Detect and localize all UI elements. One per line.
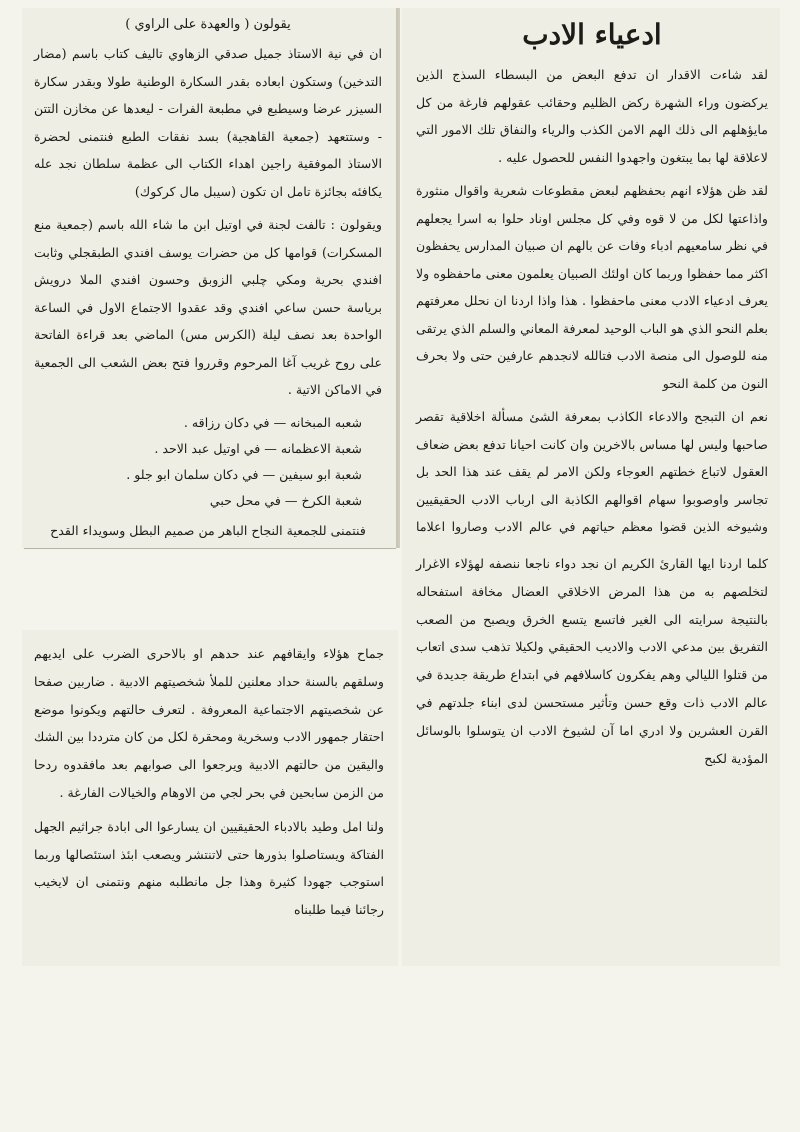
branch-item: شعبة الاعظمانه — في اوتيل عبد الاحد .: [154, 440, 362, 456]
article-clipping-lower: [402, 548, 780, 966]
article-paragraph: لقد شاءت الاقدار ان تدفع البعض من البسطاء السذج الذين يركضون وراء الشهرة ركض الظليم وحقائب عقولهم فارغة من كل مايؤهلهم الى ذلك الهم الامن الكذب والرياء والنفاق تلك الامور التي لاعلاقة لها بما يبتغون واجهدوا النفس للحصول عليه .: [416, 67, 768, 165]
news-item-zahawi: ان في نية الاستاذ جميل صدقي الزهاوي تاليف كتاب باسم (مضار التدخين) وستكون ابعاده بقدر السكارة الوطنية طولا وبقدر سكارة السيزر عرضا وسيطبع في مطبعة الفرات - ليعدها عن مخازن التتن - وستتعهد (جمعية القاهجية) بسد نفقات الطبع فنتمنى لحضرة الاستاذ الموفقية راجين اهداء الكتاب الى عظمة سلطان نجد عله يكافئه بجائزة تامل ان تكون (سيبل مال كركوك): [34, 46, 382, 199]
branch-list: [34, 410, 382, 514]
news-item-society: ويقولون : تالفت لجنة في اوتيل ابن ما شاء الله باسم (جمعية منع المسكرات) قوامها كل من حضرات يوسف افندي الطبقجلي وثابت افندي بحرية ومكي چلبي الزوبق وحسون افندي الملا درويش برياسة حسن ساعي افندي وقد عقدوا الاجتماع الاول في الساعة الواحدة بعد نصف ليلة (الكرس مس) الماضي بعد قراءة الفاتحة على روح غريب آغا المرحوم وقرروا فتح بعض الشعب الى الجمعية في الاماكن الاتية .: [34, 217, 382, 397]
article-paragraph: لقد ظن هؤلاء انهم بحفظهم لبعض مقطوعات شعرية واقوال منثورة واذاعتها لكل من لا قوه وفي كل مجلس اوناد حلوا به اسرا يجعلهم في نظر سامعيهم ادباء وفات عن بالهم ان صبيان المدارس يحفظون اكثر مما حفظوا وربما كان اولئك الصبيان يعلمون معنى ماحفظوه ولا يعرف ادعياء الادب معنى ماحفظوا . هذا واذا اردنا ان نحلل معرفتهم بعلم النحو الذي هو الباب الوحيد لمعرفة المعاني والسلم الذي يرتقى منه للوصول الى منصة الادب فتالله لانجدهم عارفين حتى ولا بحرف النون من كلمة النحو: [416, 183, 768, 391]
branch-item: شعبة الكرخ — في محل حبي: [209, 492, 362, 508]
article-paragraph: ولنا امل وطيد بالادباء الحقيقيين ان يسارعوا الى ابادة جراثيم الجهل الفتاكة ويستاصلوا بذورها حتى لاتنتشر ويصعب ابئذ استئصالها وربما استوجب جهودا كثيرة وهذا جل مانطلبه منهم ونتمنى ان لايخيب رجائنا فيما طلبناه: [34, 818, 384, 918]
article-paragraph: جماح هؤلاء وايقافهم عند حدهم او بالاحرى الضرب على ايديهم وسلقهم بالسنة حداد معلنين للملأ شخصيتهم الادبية . ضاربين صفحا عن شخصيتهم الاجتماعية المعروفة . لتعرف حالتهم ويكونوا موضع احتقار جمهور الادب وسخرية ومحقرة لكل من كان مترددا بين الشك واليقين من حالتهم الادبية ويرجعوا الى صوابهم بعد مافقدوه ردحا من الزمن سابحين في بحر لجي من الاوهام والخيالات الفارغة .: [34, 646, 384, 800]
news-header: يقولون ( والعهدة على الراوي ): [125, 17, 291, 32]
article-paragraph: كلما اردنا ايها القارئ الكريم ان نجد دواء ناجعا ننصفه لهؤلاء الاغرار لتخلصهم به من هذا المرض الاخلاقي العضال مخافة استفحاله بالنتيجة سرايته الى الغير فاتسع يتسع الخرق ويصبح من الصعب التفريق بين مدعي الادب والاديب الحقيقي ولكيلا تذهب سدى اتعاب من قتلوا الليالي وهم يفكرون كاسلافهم في ابتداع طريقة جديدة في عالم الادب ذات وقع حسن وتأثير مستحسن لدى ابناء جلدتهم في القرن العشرين ولا ادري اما آن لشيوخ الادب ان يتوسلوا بالوسائل المؤدية لكبح: [416, 556, 768, 766]
article-title: ادعياء الادب: [522, 18, 662, 51]
news-clipping: [22, 8, 398, 548]
branch-item: شعبه المبخانه — في دكان رزاقه .: [183, 414, 362, 430]
article-clipping-upper: [402, 8, 780, 548]
clipping-edge: [24, 548, 396, 549]
news-closing: فنتمنى للجمعية النجاح الباهر من صميم البطل وسويداء القدح: [50, 522, 366, 538]
branch-item: شعبة ابو سيفين — في دكان سلمان ابو جلو .: [126, 466, 362, 482]
article-continuation-clipping: [22, 630, 398, 966]
column-divider: [398, 8, 400, 548]
article-paragraph: نعم ان التبجح والادعاء الكاذب بمعرفة الشئ مسألة اخلاقية تقصر صاحبها وليس لها مساس بالاخرين وان كانت احيانا تدفع بعض ضعاف العقول لاتباع خطتهم العوجاء ولكن الامر لم يقف عند هذا الحد بل تجاسر واوصوبوا سهام اقوالهم الكاذبة الى ارباب الادب الحقيقيين وشيوخه الذين قضوا معظم حياتهم في عالم الادب وصاروا اعلاما: [416, 409, 768, 534]
